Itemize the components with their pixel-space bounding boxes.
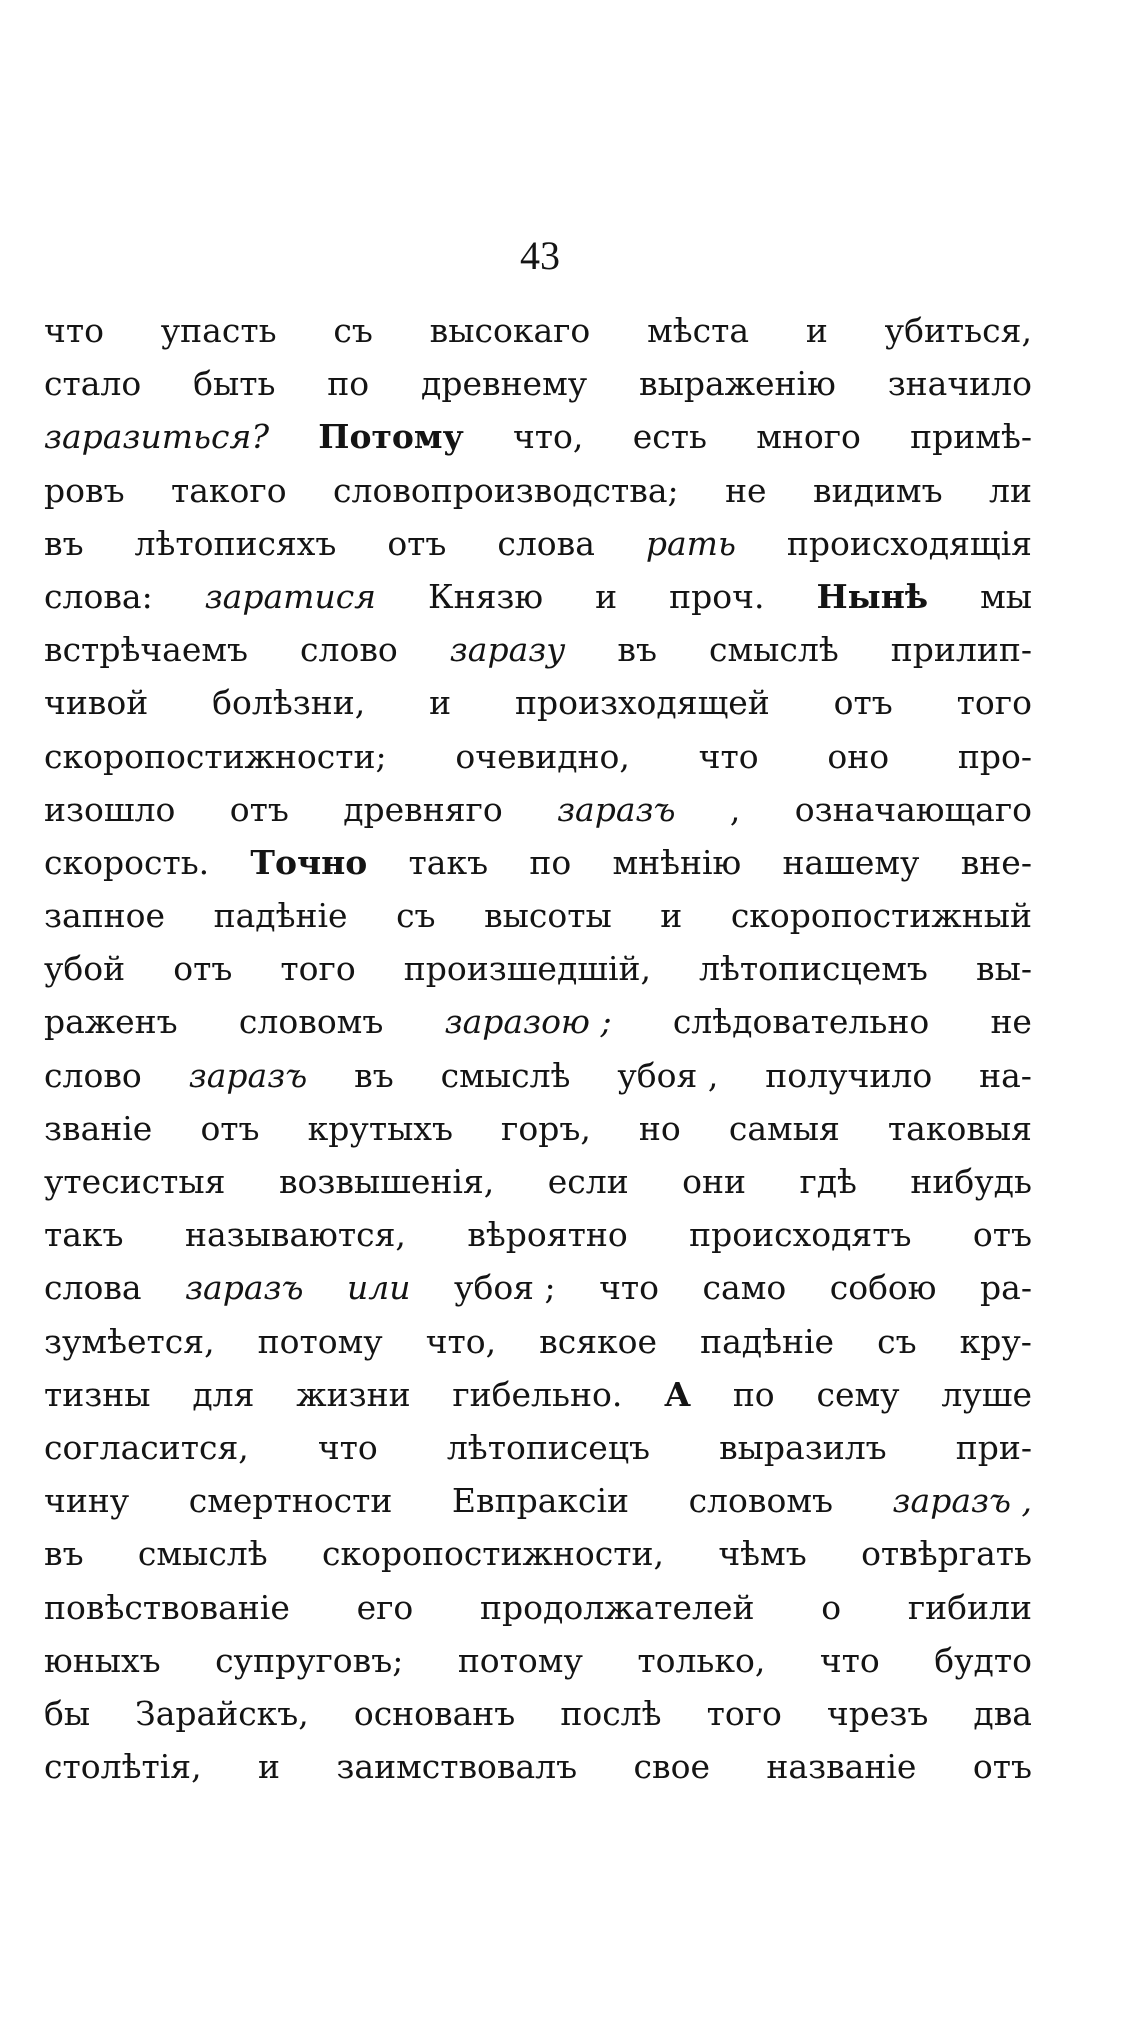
word: мы — [980, 576, 1032, 616]
word: лѣтописцемъ — [699, 949, 928, 989]
word: убоя , — [617, 1055, 719, 1095]
word: видимъ — [813, 470, 943, 510]
text-line — [44, 676, 1032, 729]
text-line — [44, 1368, 1032, 1421]
word: выразилъ — [719, 1427, 887, 1467]
word: слова: — [44, 576, 153, 616]
word: послѣ — [560, 1693, 662, 1733]
word: лѣтописяхъ — [134, 523, 337, 563]
text-line — [44, 304, 1032, 357]
word: Точно — [250, 842, 368, 882]
text-line — [44, 1581, 1032, 1634]
word: будто — [934, 1640, 1032, 1680]
word: только, — [637, 1640, 766, 1680]
word: и — [595, 576, 618, 616]
word: произшедшій, — [403, 949, 651, 989]
word: лѣтописецъ — [446, 1427, 651, 1467]
word: зумѣется, — [44, 1321, 215, 1361]
text-line — [44, 1049, 1032, 1102]
text-line — [44, 836, 1032, 889]
word: тизны — [44, 1374, 151, 1414]
word: Евпраксіи — [451, 1481, 630, 1521]
text-line — [44, 1634, 1032, 1687]
word: убиться, — [884, 311, 1032, 350]
text-line — [44, 1421, 1032, 1474]
word: утесистыя — [44, 1162, 226, 1201]
text-line — [44, 517, 1032, 570]
body-text — [44, 304, 1032, 1793]
word: нибудь — [910, 1162, 1032, 1201]
text-line — [44, 942, 1032, 995]
word: рать — [645, 523, 736, 563]
word: луше — [941, 1374, 1032, 1414]
word: скоропостижности, — [322, 1534, 665, 1574]
text-line — [44, 410, 1032, 463]
word: о — [821, 1587, 842, 1627]
word: того — [956, 683, 1032, 723]
word: падѣніе — [213, 896, 348, 936]
word: крутыхъ — [307, 1108, 453, 1148]
word: мѣста — [647, 311, 750, 350]
word: получило — [765, 1055, 933, 1095]
word: слово — [300, 630, 398, 670]
text-line — [44, 1208, 1032, 1261]
word: что — [599, 1268, 660, 1308]
word: такъ — [408, 842, 489, 882]
word: про- — [957, 736, 1032, 776]
word: отъ — [833, 683, 893, 723]
word: гдѣ — [799, 1162, 857, 1201]
word: того — [280, 949, 356, 989]
word: его — [356, 1587, 414, 1627]
word: такъ — [44, 1215, 124, 1255]
word: потому — [257, 1321, 383, 1361]
word: отвѣргать — [861, 1534, 1032, 1574]
word: сему — [816, 1374, 900, 1414]
word: выраженію — [639, 364, 836, 404]
word: заразою ; — [444, 1002, 612, 1042]
word: съ — [877, 1321, 917, 1361]
text-line — [44, 1155, 1032, 1208]
word: высоты — [484, 896, 612, 936]
word: основанъ — [353, 1693, 516, 1733]
word: супруговъ; — [215, 1640, 404, 1680]
word: и — [805, 311, 828, 350]
word: два — [973, 1693, 1032, 1733]
word: въ — [617, 630, 657, 670]
word: скорость. — [44, 842, 210, 882]
word: упасть — [160, 311, 277, 350]
word: не — [990, 1002, 1032, 1042]
word: древнему — [421, 364, 588, 404]
word: ровъ — [44, 470, 125, 510]
word: званіе — [44, 1108, 153, 1148]
word: при- — [955, 1427, 1032, 1467]
word: значило — [887, 364, 1032, 404]
word: вѣроятно — [467, 1215, 628, 1255]
word: въ — [354, 1055, 394, 1095]
word: свое — [633, 1747, 711, 1787]
word: стало — [44, 364, 142, 404]
word: чѣмъ — [718, 1534, 807, 1574]
word: изошло — [44, 789, 176, 829]
text-line — [44, 1102, 1032, 1155]
word: юныхъ — [44, 1640, 161, 1680]
word: всякое — [539, 1321, 658, 1361]
word: въ — [44, 1534, 84, 1574]
word: много — [756, 417, 861, 457]
word: Потому — [318, 417, 464, 457]
word: въ — [44, 523, 84, 563]
word: означающаго — [794, 789, 1032, 829]
word: отъ — [200, 1108, 260, 1148]
word: для — [192, 1374, 255, 1414]
word: само — [702, 1268, 787, 1308]
word: заразъ — [188, 1055, 308, 1095]
word: смыслѣ — [137, 1534, 268, 1574]
word: мнѣнію — [612, 842, 742, 882]
page-number: 43 — [520, 233, 560, 278]
text-line — [44, 1687, 1032, 1740]
word: согласится, — [44, 1427, 249, 1467]
text-line — [44, 730, 1032, 783]
word: или — [347, 1268, 411, 1308]
word: продолжателей — [480, 1587, 755, 1627]
word: , — [729, 789, 741, 829]
word: отъ — [972, 1215, 1032, 1255]
word: очевидно, — [455, 736, 630, 776]
word: слово — [44, 1055, 142, 1095]
word: что, — [512, 417, 584, 457]
word: слова — [44, 1268, 142, 1308]
word: вы- — [975, 949, 1032, 989]
word: заразъ , — [892, 1481, 1032, 1521]
word: на- — [979, 1055, 1032, 1095]
word: словомъ — [688, 1481, 833, 1521]
word: ра- — [980, 1268, 1032, 1308]
word: называются, — [184, 1215, 406, 1255]
word: Князю — [428, 576, 544, 616]
word: чивой — [44, 683, 149, 723]
text-line — [44, 889, 1032, 942]
text-line — [44, 623, 1032, 676]
word: отъ — [229, 789, 289, 829]
word: словомъ — [238, 1002, 384, 1042]
word: слѣдовательно — [672, 1002, 930, 1042]
text-line — [44, 464, 1032, 517]
word: собою — [829, 1268, 937, 1308]
word: что — [317, 1427, 378, 1467]
word: оно — [827, 736, 890, 776]
text-line — [44, 995, 1032, 1048]
word: по — [529, 842, 572, 882]
text-line — [44, 1261, 1032, 1314]
word: отъ — [387, 523, 447, 563]
word: заразъ — [185, 1268, 304, 1308]
word: по — [327, 364, 370, 404]
word: столѣтія, — [44, 1747, 202, 1787]
word: горъ, — [501, 1108, 591, 1148]
word: кру- — [959, 1321, 1032, 1361]
word: происходящія — [786, 523, 1032, 563]
word: древняго — [343, 789, 503, 829]
word: и — [660, 896, 683, 936]
word: потому — [457, 1640, 583, 1680]
word: самыя — [728, 1108, 840, 1148]
word: повѣствованіе — [44, 1587, 290, 1627]
word: словопроизводства; — [333, 470, 679, 510]
word: Нынѣ — [816, 576, 929, 616]
word: Зарайскъ, — [135, 1693, 309, 1733]
word: встрѣчаемъ — [44, 630, 249, 670]
word: жизни — [296, 1374, 411, 1414]
word: есть — [632, 417, 707, 457]
word: заразъ — [557, 789, 676, 829]
word: что, — [425, 1321, 497, 1361]
word: А — [664, 1374, 692, 1414]
word: смыслѣ — [709, 630, 839, 670]
word: смыслѣ — [440, 1055, 571, 1095]
word: что — [44, 311, 104, 350]
word: вне- — [960, 842, 1032, 882]
word: гибили — [907, 1587, 1032, 1627]
word: убоя ; — [454, 1268, 556, 1308]
text-line — [44, 1740, 1032, 1793]
word: такого — [171, 470, 287, 510]
word: заимствовалъ — [336, 1747, 578, 1787]
word: раженъ — [44, 1002, 178, 1042]
word: смертности — [188, 1481, 393, 1521]
word: убой — [44, 949, 126, 989]
word: того — [706, 1693, 782, 1733]
word: заратися — [204, 576, 377, 616]
word: происходятъ — [689, 1215, 912, 1255]
word: они — [682, 1162, 747, 1201]
word: если — [547, 1162, 629, 1201]
word: высокаго — [429, 311, 591, 350]
word: чину — [44, 1481, 130, 1521]
text-line — [44, 783, 1032, 836]
word: прилип- — [890, 630, 1032, 670]
word: съ — [333, 311, 373, 350]
word: не — [725, 470, 767, 510]
text-line — [44, 1527, 1032, 1580]
word: бы — [44, 1693, 91, 1733]
word: по — [732, 1374, 775, 1414]
word: проч. — [669, 576, 765, 616]
word: болѣзни, — [212, 683, 366, 723]
word: съ — [396, 896, 436, 936]
word: быть — [193, 364, 276, 404]
text-line — [44, 357, 1032, 410]
word: что — [819, 1640, 880, 1680]
word: чрезъ — [826, 1693, 929, 1733]
text-line — [44, 570, 1032, 623]
text-line — [44, 1474, 1032, 1527]
word: отъ — [173, 949, 233, 989]
word: заразиться? — [44, 417, 270, 457]
word: скоропостижный — [730, 896, 1032, 936]
word: ли — [989, 470, 1032, 510]
word: примѣ- — [910, 417, 1032, 457]
word: запное — [44, 896, 166, 936]
text-line — [44, 1315, 1032, 1368]
word: произходящей — [514, 683, 770, 723]
word: отъ — [972, 1747, 1032, 1787]
word: нашему — [782, 842, 920, 882]
word: заразу — [449, 630, 566, 670]
word: гибельно. — [452, 1374, 623, 1414]
word: слова — [497, 523, 595, 563]
word: и — [429, 683, 452, 723]
word: названіе — [766, 1747, 917, 1787]
word: скоропостижности; — [44, 736, 387, 776]
word: но — [638, 1108, 681, 1148]
word: возвышенія, — [278, 1162, 495, 1201]
word: падѣніе — [700, 1321, 835, 1361]
word: что — [698, 736, 759, 776]
word: и — [258, 1747, 280, 1787]
word: таковыя — [887, 1108, 1032, 1148]
